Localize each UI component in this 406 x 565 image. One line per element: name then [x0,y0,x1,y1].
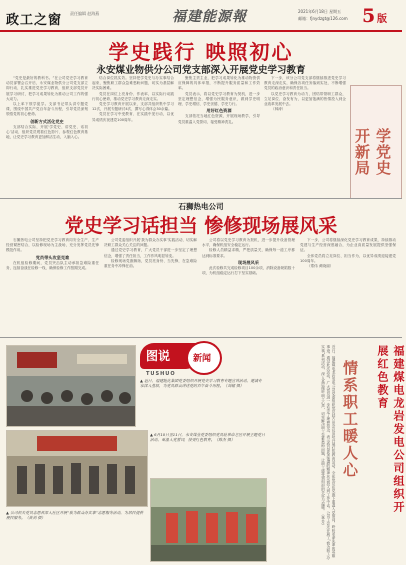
article1-subhead: 永安煤业物供分公司党支部深入开展党史学习教育 [96,65,306,76]
paragraph: 此次检修共完成检修项目100余项，消除设备缺陷数十项，为机组稳定运行打下坚实基础。 [202,266,295,276]
subheading: 现场展风采 [238,259,259,265]
email-line: 邮箱：fjnydzgt@126.com [298,16,348,21]
photo-1-caption [140,378,265,388]
caption-icon: ▲ [6,510,11,515]
photo-2-image [7,431,147,506]
paragraph: 聚焦主责主业，把学习成果转化为推动物资供应保障的具体举措，不断提升服务质量和工作效率。 [178,76,260,91]
caption-icon: ▲ [150,432,155,437]
paragraph: （林涛） [271,107,286,112]
photo-2 [6,430,148,507]
paragraph: 支部结合实际，开展‘学党史、讲党史、话初心’活动，组织党员观看红色影片、参观红色教育基地，让党史学习教育更加鲜活生动，入脑入心。 [6,124,88,140]
article1-headline: 学史践行 映照初心 [108,40,294,64]
article1-column-2 [92,76,174,196]
photo-3-caption [6,510,146,520]
section-title: 政工之窗 [6,13,63,28]
masthead-rule [0,30,402,32]
paragraph: “党史是最好的教科书。”在公司党史学习教育动员部署会召开后，永安煤业物供分公司党支部立即行动，扎实推进党史学习教育，组织支部党员开展学习研讨，把学习成果转化为推动公司工作的强大动力。 [6,76,88,101]
page-number: 5 [362,5,376,27]
side-box-text: 学党史 开新局 [353,128,392,176]
article2-column-2 [104,238,197,334]
paragraph: 石狮热电公司坚持把党史学习教育同安全生产、生产经营紧密结合，以检修现场为主战场，充分发挥党员先锋模范作用。 [6,238,99,253]
paragraph: 在机组检修期间，党员突击队主动承担急难险重任务，连续奋战在检修一线，确保检修工作按期完成。 [6,260,99,271]
paragraph: 通过党史学习教育，广大党员干部进一步坚定了理想信念，增强了责任担当，工作作风明显转变。 [104,248,197,258]
article1-column-1 [6,76,88,196]
date-line: 2021年6月18日 星期五 [298,9,342,14]
page-number-box [362,5,396,25]
paragraph: 公司将以党史学习教育为契机，进一步提升设备管理水平，确保机组安全稳定运行。 [202,238,295,248]
article2-column-3 [202,238,295,334]
paragraph: 党员表示，将以党史学习教育为契机，进一步坚定理想信念，增强为民服务意识，做到学史明理、学史增信、学史崇德、学史力行。 [178,91,260,107]
photo-1 [6,345,136,427]
paragraph: 下一步，该分公司党支部将继续推进党史学习教育走深走实，确保各项任务落到实处，不断增强党员的政治意识和责任担当。 [264,76,346,91]
article3-headline: 福建煤电龙岩发电公司组织开展红色教育 [376,345,405,514]
photo-3-image [151,479,266,561]
caption-icon: ▲ [140,378,145,383]
subheading: 党员带头攻坚克难 [35,254,70,260]
tushuo-logo-text: 图说 [146,349,171,363]
paragraph: 下一步，公司将继续深化党史学习教育成果，持续推动党建与生产经营深度融合，为企业高质量发展提供坚强保证。 [300,238,396,253]
paragraph: 以上率下领学促学。支部书记带头讲专题党课，围绕中国共产党百年奋斗历程，引导党员深刻领悟党的初心使命。 [6,102,88,117]
paragraph: 检修人员精益求精，严把质量关，确保每一道工序都达到标准要求。 [202,248,295,258]
paragraph: 公司党委组织开展‘我为群众办实事’实践活动，切实解决职工群众关心关注的问题。 [104,238,197,248]
article2-headline: 党史学习话担当 惨修现场展风采 [64,215,338,237]
section-divider [0,198,402,199]
tushuo-ring-text: 新闻 [193,354,212,364]
photo-3-caption-text: 公司机关党员志愿者深入社区开展“我为群众办实事”志愿服务活动，为居民提供便民服务。（黄剑 摄） [6,510,144,521]
paper-logo: 福建能源報 [172,9,247,25]
paragraph: 党员在岗位上亮身份、作表率，以实际行动践行初心使命，推动党史学习教育走深走实。 [92,91,174,101]
article3-body: 近日，福建煤电龙岩发电公司党委组织党员赴古田会议旧址开展红色教育活动，全体党员在党旗下重温入党誓词，聆听革命先辈的英雄事迹。通过此次活动，广大党员进一步坚定了理想信念，表示将以更加饱满的精神状态投入到工作中去。公司工会还开展了“我为职工办实事”系列活动，深入基层倾听职工心声，切实解决职工急难愁盼问题，让职工感受到组织的关怀与温暖。（林芳） [321,345,336,560]
paragraph: 以党史学习教育为动力，团结带领职工群众，立足岗位、奋发有为，以更加饱满的热情投入到企业改革发展中去。 [264,91,346,107]
side-box [350,85,402,199]
paragraph: 全体党员将立足岗位、担当作为，以优异成绩迎接建党100周年。 [300,253,396,263]
photo-2-caption-text: 6月10日至11日，永安煤业党委组织党员赴革命老区开展主题党日活动，重温入党誓词，接受红色教育。（陈杰 摄） [150,432,265,443]
photo-1-image [7,346,135,426]
paragraph: 党史学习教育开展以来，支部共组织集中学习12次，开展专题研讨4次，撰写心得体会30余篇。 [92,102,174,112]
article1-column-4 [264,76,346,196]
section-divider [0,337,402,338]
subheading: 创新方式活化党史 [30,118,64,124]
tushuo-logo [140,343,220,377]
article2-column-4 [300,238,396,334]
editor-line: 责任编辑 赵海燕 [70,11,100,16]
article3-headline-2: 情系职工暖人心 [341,360,359,479]
subheading: 用好红色资源 [206,108,232,114]
paragraph: 结合岗位抓实效。坚持把学党史与办实事结合起来，聚焦职工群众急难愁盼问题，切实为基层解决实际困难。 [92,76,174,91]
article2-column-1 [6,238,99,334]
photo-3 [150,478,267,562]
article1-column-3 [178,76,260,196]
paragraph: （郑伟 黄晓丽） [307,264,334,269]
paragraph: 支部依托当地红色资源，开展现场教学，引导党员重温入党誓词，接受精神洗礼。 [178,114,260,124]
masthead [0,0,402,30]
photo-2-caption [150,432,265,442]
tushuo-ring [186,341,222,375]
paragraph: 党员在学习中受教育、在实践中见行动，以优异成绩庆祝建党100周年。 [92,112,174,122]
page-word: 版 [377,14,387,25]
article2-kicker: 石狮热电公司 [178,202,224,211]
tushuo-english: TUSHUO [146,371,176,377]
paragraph: 检修现场党旗飘扬，党员亮身份、当先锋，在急难险重任务中冲锋在前。 [104,258,197,269]
photo-1-caption-text: 近日，福建能化集团党委组织开展党史学习教育专题宣讲活动，邀请专家深入基层，为党员群众讲述党的百年奋斗历程。（刘超 摄） [140,378,262,389]
